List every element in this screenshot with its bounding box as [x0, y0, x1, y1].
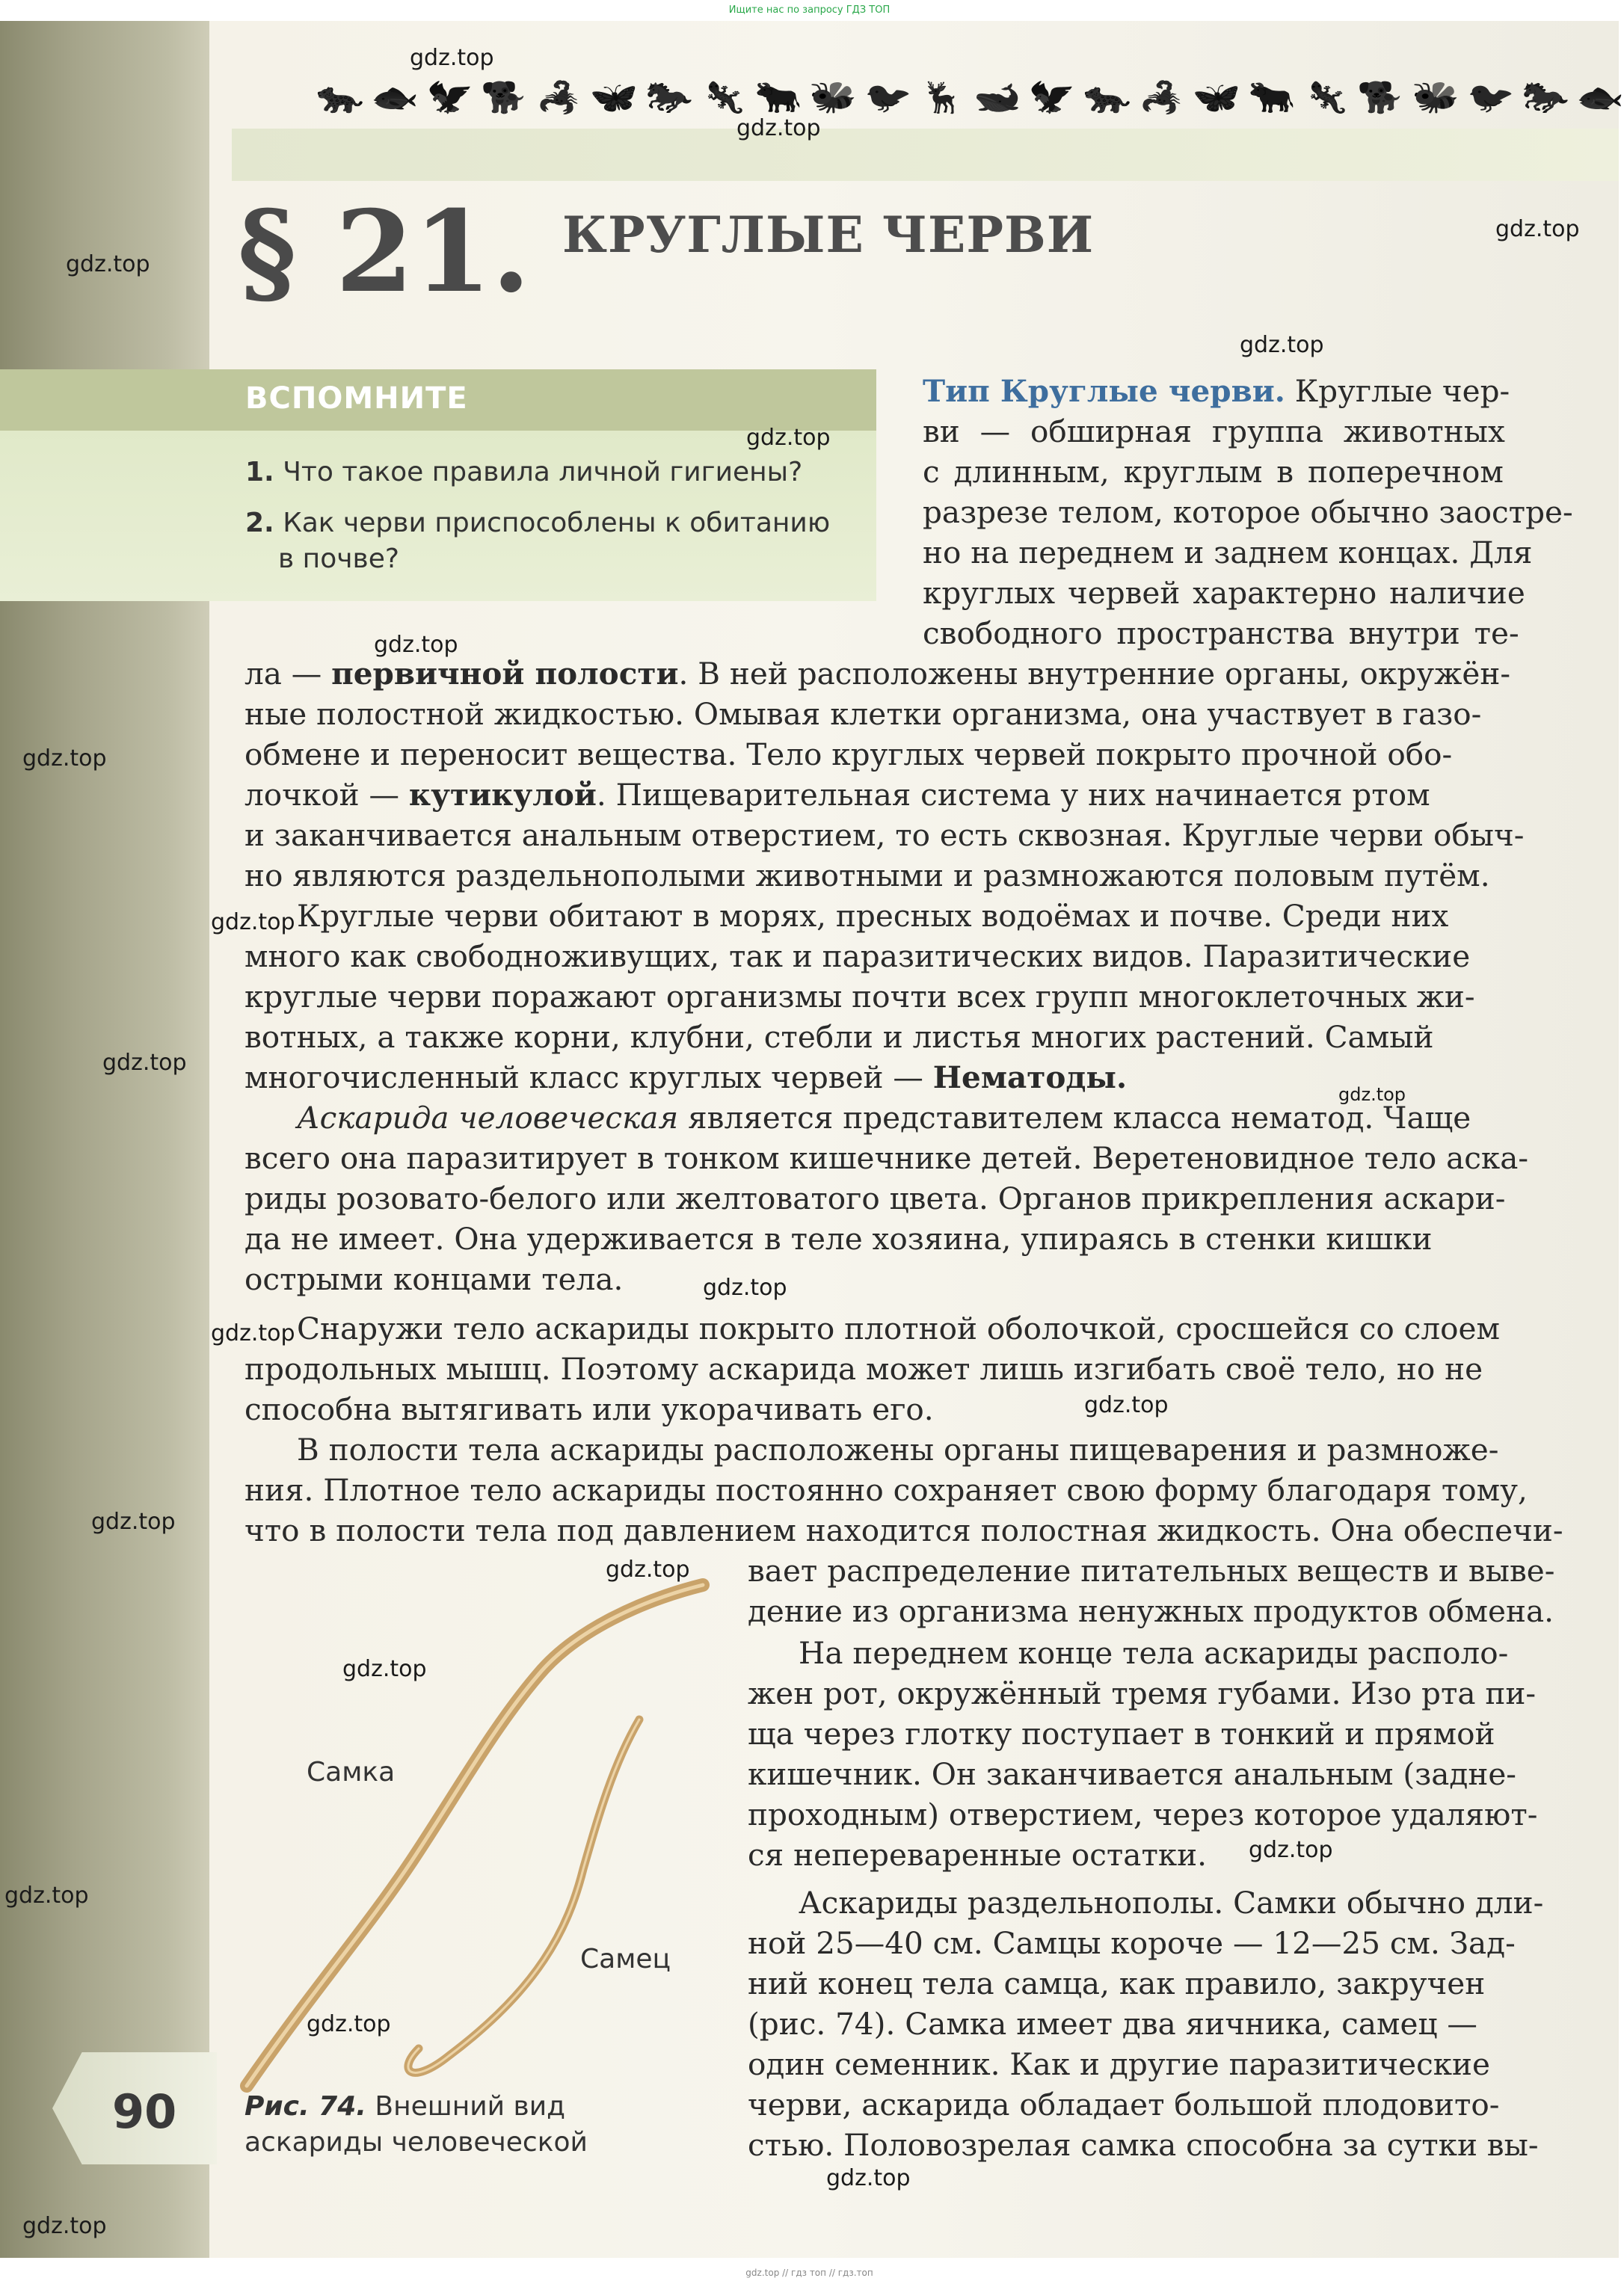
male-worm: [408, 1720, 639, 2072]
watermark: gdz.top: [703, 1275, 787, 1301]
animal-silhouette-icon: 🦎: [699, 80, 748, 115]
watermark: gdz.top: [746, 425, 831, 451]
animal-silhouette-icon: 🐕: [480, 80, 529, 115]
animal-silhouette-icon: 🐎: [1521, 80, 1570, 115]
watermark: gdz.top: [342, 1656, 427, 1682]
female-label: Самка: [307, 1757, 396, 1788]
watermark: gdz.top: [211, 909, 295, 935]
bottom-note: gdz.top // гдз топ // гдз.топ: [745, 2268, 873, 2278]
animal-silhouette-icon: 🐆: [316, 80, 365, 115]
animal-silhouette-icon: 🐆: [1083, 80, 1132, 115]
recall-q2-number: 2.: [245, 508, 274, 538]
body-text: является представителем класса нематод. Чаще: [678, 1100, 1471, 1136]
animal-silhouette-icon: 🐟: [1575, 80, 1624, 115]
animal-silhouette-icon: 🐝: [1411, 80, 1460, 115]
body-line: В полости тела аскариды расположены органы пищеварения и размноже-: [297, 1432, 1499, 1468]
watermark: gdz.top: [4, 1883, 89, 1909]
body-line: [244, 653, 1510, 694]
watermark: gdz.top: [1084, 1392, 1169, 1418]
animal-silhouette-icon: 🦂: [1137, 80, 1187, 115]
body-text: . В ней расположены внутренние органы, окружён-: [678, 656, 1511, 692]
type-heading: Тип Круглые черви.: [923, 373, 1285, 409]
watermark: gdz.top: [102, 1050, 187, 1076]
animal-silhouette-icon: 🐟: [370, 80, 419, 115]
male-worm-highlight: [408, 1720, 639, 2072]
watermark: gdz.top: [606, 1557, 690, 1583]
body-line: проходным) отверстием, через которое удаляют-: [748, 1797, 1538, 1832]
caption-text-line2: аскариды человеческой: [244, 2127, 588, 2158]
animal-silhouette-icon: 🐦: [1466, 80, 1515, 115]
body-line: кишечник. Он заканчивается анальным (задне-: [748, 1756, 1516, 1792]
body-line: ния. Плотное тело аскариды постоянно сохраняет свою форму благодаря тому,: [244, 1472, 1528, 1508]
body-line: способна вытягивать или укорачивать его.: [244, 1391, 934, 1427]
body-line: с длинным, круглым в поперечном: [923, 454, 1504, 490]
body-line: вает распределение питательных веществ и выве-: [748, 1553, 1555, 1589]
body-line: ви — обширная группа животных: [923, 413, 1505, 449]
animal-silhouette-icon: 🐦: [864, 80, 912, 115]
body-line: Круглые черви обитают в морях, пресных водоёмах и почве. Среди них: [297, 898, 1449, 934]
watermark: gdz.top: [307, 2011, 391, 2037]
body-line: дение из организма ненужных продуктов обмена.: [748, 1593, 1554, 1629]
body-line: черви, аскарида обладает большой плодовито-: [748, 2087, 1500, 2123]
term-nematodes: Нематоды.: [932, 1059, 1128, 1095]
body-line: стью. Половозрелая самка способна за сутки вы-: [748, 2127, 1539, 2163]
watermark: gdz.top: [410, 45, 494, 71]
page-number: 90: [112, 2084, 177, 2139]
body-line: [244, 1057, 1127, 1098]
body-line: свободного пространства внутри те-: [923, 615, 1519, 651]
body-line: Аскариды раздельнополы. Самки обычно дли-: [799, 1885, 1544, 1921]
recall-question-1: [245, 455, 802, 490]
watermark: gdz.top: [1338, 1084, 1406, 1105]
animal-silhouette-icon: 🦋: [589, 80, 639, 115]
animal-silhouette-icon: 🐂: [1247, 80, 1296, 115]
body-line: продольных мышц. Поэтому аскарида может лишь изгибать своё тело, но не: [244, 1351, 1483, 1387]
body-text: ла —: [244, 656, 332, 692]
animal-silhouette-icon: 🐕: [1356, 80, 1406, 115]
body-text: . Пищеварительная система у них начинается ртом: [596, 777, 1430, 813]
body-text: лочкой —: [244, 777, 409, 813]
top-note: Ищите нас по запросу ГДЗ ТОП: [728, 4, 891, 16]
watermark: gdz.top: [22, 2213, 107, 2239]
body-line: острыми концами тела.: [244, 1261, 624, 1297]
body-line: и заканчивается анальным отверстием, то есть сквозная. Круглые черви обыч-: [244, 817, 1525, 853]
watermark: gdz.top: [91, 1509, 176, 1535]
body-line: жен рот, окружённый тремя губами. Изо рта пи-: [748, 1675, 1537, 1711]
animal-silhouette-band: [316, 75, 1624, 120]
faint-header-strip: [232, 129, 1619, 181]
recall-q1-number: 1.: [245, 457, 274, 487]
animal-silhouette-icon: 🦌: [918, 80, 968, 115]
body-line: На переднем конце тела аскариды располо-: [799, 1635, 1509, 1671]
recall-q1-text: Что такое правила личной гигиены?: [283, 457, 803, 487]
figure-caption: [244, 2089, 588, 2161]
animal-silhouette-icon: 🐝: [808, 80, 858, 115]
body-line: [923, 371, 1510, 411]
caption-figure-number: Рис. 74.: [244, 2091, 366, 2122]
body-line: (рис. 74). Самка имеет два яичника, самец —: [748, 2006, 1477, 2042]
book-spine: [0, 21, 209, 2258]
animal-silhouette-icon: 🐂: [754, 80, 803, 115]
body-line: круглые черви поражают организмы почти всех групп многоклеточных жи-: [244, 979, 1475, 1015]
body-line: но являются раздельнополыми животными и размножаются половым путём.: [244, 858, 1490, 893]
body-line: всего она паразитирует в тонком кишечнике детей. Веретеновидное тело аска-: [244, 1140, 1529, 1176]
body-line: да не имеет. Она удерживается в теле хозяина, упираясь в стенки кишки: [244, 1221, 1433, 1257]
body-line: обмене и переносит вещества. Тело круглых червей покрыто прочной обо-: [244, 736, 1453, 772]
watermark: gdz.top: [826, 2165, 911, 2191]
body-text: Круглые чер-: [1285, 373, 1510, 409]
animal-silhouette-icon: 🦂: [535, 80, 584, 115]
caption-text: Внешний вид: [366, 2091, 565, 2122]
animal-silhouette-icon: 🦋: [1192, 80, 1241, 115]
term-primary-cavity: первичной полости: [331, 656, 679, 692]
watermark: gdz.top: [211, 1320, 295, 1346]
body-line: риды розовато-белого или желтоватого цвета. Органов прикрепления аскари-: [244, 1181, 1506, 1216]
animal-silhouette-icon: 🐋: [973, 80, 1022, 115]
body-line: один семенник. Как и другие паразитические: [748, 2046, 1491, 2082]
recall-title: ВСПОМНИТЕ: [245, 381, 468, 416]
watermark: gdz.top: [1495, 216, 1580, 242]
body-line: ной 25—40 см. Самцы короче — 12—25 см. Зад-: [748, 1925, 1516, 1961]
body-line: круглых червей характерно наличие: [923, 575, 1525, 611]
body-line: ща через глотку поступает в тонкий и прямой: [748, 1716, 1495, 1752]
male-label: Самец: [580, 1944, 671, 1974]
watermark: gdz.top: [736, 115, 821, 141]
body-line: ся непереваренные остатки.: [748, 1837, 1208, 1873]
body-line: Снаружи тело аскариды покрыто плотной оболочкой, сросшейся со слоем: [297, 1311, 1500, 1346]
recall-q2-line1: Как черви приспособлены к обитанию: [283, 508, 831, 538]
body-line: много как свободноживущих, так и паразитических видов. Паразитические: [244, 938, 1471, 974]
animal-silhouette-icon: 🐎: [645, 80, 693, 115]
watermark: gdz.top: [22, 745, 107, 772]
body-line: что в полости тела под давлением находится полостная жидкость. Она обеспечи-: [244, 1512, 1563, 1548]
body-line: [297, 1098, 1471, 1138]
watermark: gdz.top: [374, 632, 458, 658]
watermark: gdz.top: [66, 251, 150, 277]
body-text: многочисленный класс круглых червей —: [244, 1059, 933, 1095]
body-line: [244, 775, 1430, 815]
body-line: разрезе телом, которое обычно заостре-: [923, 494, 1573, 530]
body-line: но на переднем и заднем концах. Для: [923, 535, 1533, 570]
recall-question-2: [245, 505, 830, 541]
watermark: gdz.top: [1249, 1837, 1333, 1863]
term-cuticle: кутикулой: [408, 777, 597, 813]
term-ascaris: Аскарида человеческая: [297, 1100, 679, 1136]
animal-silhouette-icon: 🦅: [425, 80, 474, 115]
animal-silhouette-icon: 🦅: [1027, 80, 1077, 115]
section-title: КРУГЛЫЕ ЧЕРВИ: [562, 206, 1095, 264]
watermark: gdz.top: [1240, 332, 1324, 358]
recall-q2-line2: в почве?: [278, 544, 399, 574]
animal-silhouette-icon: 🦎: [1302, 80, 1351, 115]
ascaris-figure: [224, 1570, 733, 2093]
section-number: § 21.: [238, 186, 531, 318]
body-line: ные полостной жидкостью. Омывая клетки организма, она участвует в газо-: [244, 696, 1482, 732]
body-line: ний конец тела самца, как правило, закручен: [748, 1966, 1486, 2001]
body-line: вотных, а также корни, клубни, стебли и листья многих растений. Самый: [244, 1019, 1434, 1055]
